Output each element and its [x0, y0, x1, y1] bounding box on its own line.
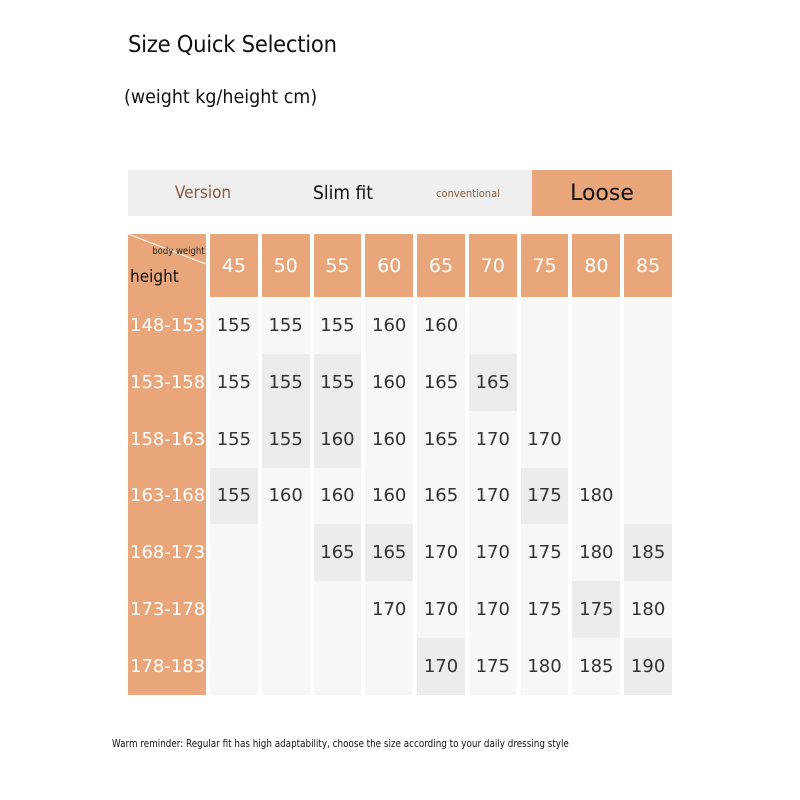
size-cell: 175: [469, 638, 517, 695]
weight-header: 85: [624, 234, 672, 297]
size-cell: 165: [417, 411, 465, 468]
size-cell: 155: [262, 354, 310, 411]
empty-size-cell: [572, 411, 620, 468]
size-cell: 160: [365, 354, 413, 411]
height-range-label: 158-163: [128, 411, 206, 468]
empty-size-cell: [572, 354, 620, 411]
size-cell: 180: [624, 581, 672, 638]
height-range-label: 178-183: [128, 638, 206, 695]
size-cell: 160: [365, 468, 413, 525]
empty-size-cell: [210, 524, 258, 581]
size-cell: 175: [521, 468, 569, 525]
height-range-label: 168-173: [128, 524, 206, 581]
height-range-label: 153-158: [128, 354, 206, 411]
height-range-label: 163-168: [128, 468, 206, 525]
height-label: height: [130, 267, 179, 287]
size-cell: 160: [314, 468, 362, 525]
size-cell: 160: [365, 411, 413, 468]
size-cell: 180: [572, 468, 620, 525]
size-cell: 165: [469, 354, 517, 411]
size-cell: 185: [572, 638, 620, 695]
empty-size-cell: [624, 354, 672, 411]
empty-size-cell: [262, 581, 310, 638]
size-cell: 170: [521, 411, 569, 468]
size-cell: 155: [210, 297, 258, 354]
empty-size-cell: [624, 411, 672, 468]
empty-size-cell: [624, 297, 672, 354]
size-table: [128, 234, 672, 695]
size-cell: 160: [314, 411, 362, 468]
corner-diagonal: [128, 234, 206, 297]
slim-fit-label: Slim fit: [313, 182, 373, 204]
size-cell: 165: [365, 524, 413, 581]
weight-header: 65: [417, 234, 465, 297]
empty-size-cell: [262, 638, 310, 695]
size-cell: 165: [314, 524, 362, 581]
height-range-label: 173-178: [128, 581, 206, 638]
size-cell: 155: [210, 411, 258, 468]
weight-header: 70: [469, 234, 517, 297]
size-cell: 175: [521, 581, 569, 638]
size-cell: 190: [624, 638, 672, 695]
size-cell: 155: [262, 297, 310, 354]
height-range-label: 148-153: [128, 297, 206, 354]
empty-size-cell: [210, 581, 258, 638]
size-cell: 170: [469, 581, 517, 638]
weight-header: 80: [572, 234, 620, 297]
weight-header: 55: [314, 234, 362, 297]
empty-size-cell: [365, 638, 413, 695]
size-cell: 175: [572, 581, 620, 638]
size-cell: 165: [417, 354, 465, 411]
empty-size-cell: [262, 524, 310, 581]
size-cell: 160: [365, 297, 413, 354]
empty-size-cell: [469, 297, 517, 354]
empty-size-cell: [210, 638, 258, 695]
weight-header: 50: [262, 234, 310, 297]
size-cell: 155: [262, 411, 310, 468]
weight-header: 60: [365, 234, 413, 297]
page-subtitle: (weight kg/height cm): [124, 86, 318, 108]
size-cell: 160: [417, 297, 465, 354]
empty-size-cell: [314, 581, 362, 638]
version-label: Version: [174, 183, 232, 203]
version-bar: [128, 170, 672, 216]
page-title: Size Quick Selection: [128, 32, 337, 58]
size-cell: 155: [210, 354, 258, 411]
loose-label: Loose: [532, 170, 672, 216]
size-cell: 170: [417, 638, 465, 695]
empty-size-cell: [624, 468, 672, 525]
empty-size-cell: [521, 354, 569, 411]
size-cell: 155: [314, 354, 362, 411]
size-cell: 170: [417, 581, 465, 638]
body-weight-label: body weight: [152, 246, 205, 257]
size-cell: 170: [469, 468, 517, 525]
empty-size-cell: [521, 297, 569, 354]
size-cell: 165: [417, 468, 465, 525]
size-cell: 185: [624, 524, 672, 581]
weight-header: 75: [521, 234, 569, 297]
size-cell: 170: [469, 524, 517, 581]
empty-size-cell: [314, 638, 362, 695]
conventional-label: conventional: [436, 186, 500, 200]
size-cell: 155: [314, 297, 362, 354]
size-cell: 170: [417, 524, 465, 581]
size-cell: 180: [572, 524, 620, 581]
size-cell: 160: [262, 468, 310, 525]
size-cell: 175: [521, 524, 569, 581]
table-corner-header: [128, 234, 206, 297]
size-cell: 155: [210, 468, 258, 525]
size-cell: 180: [521, 638, 569, 695]
warm-reminder-note: Warm reminder: Regular fit has high adaptability, choose the size according to your daily dressing style: [112, 737, 569, 750]
size-cell: 170: [365, 581, 413, 638]
weight-header: 45: [210, 234, 258, 297]
size-cell: 170: [469, 411, 517, 468]
empty-size-cell: [572, 297, 620, 354]
